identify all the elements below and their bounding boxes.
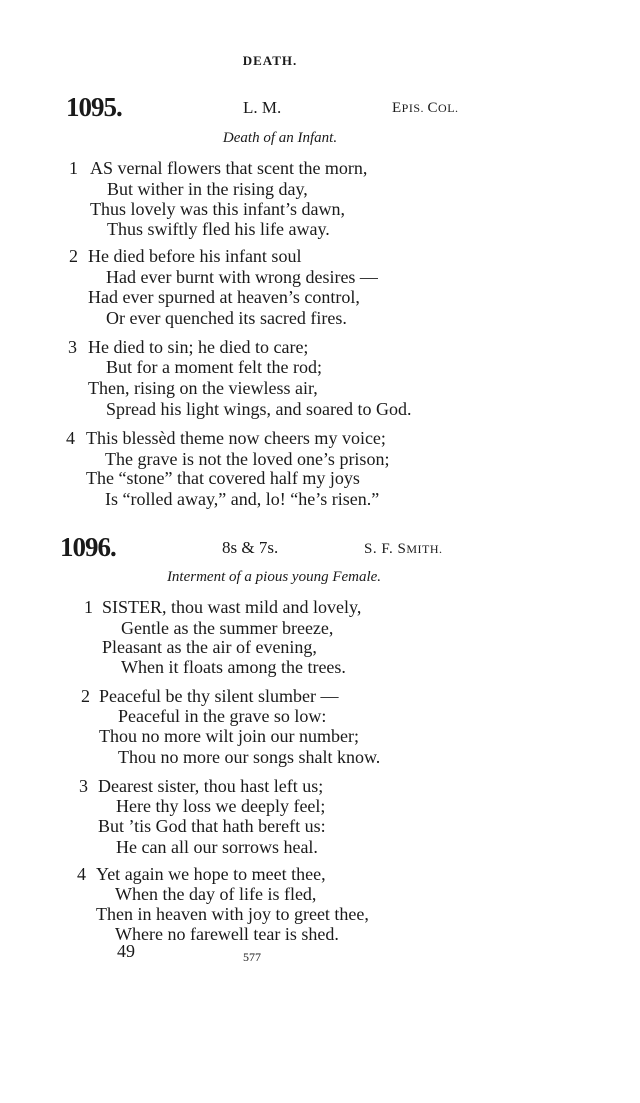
hymn-subtitle: Interment of a pious young Female.	[166, 569, 382, 585]
hymn-number: 1096.	[60, 532, 116, 562]
verse-line: Spread his light wings, and soared to God.	[106, 399, 412, 419]
hymn-number: 1095.	[66, 92, 122, 122]
hymn-meter: L. M.	[243, 98, 282, 117]
verse-line: Thou no more wilt join our number;	[99, 726, 359, 746]
verse-line: Or ever quenched its sacred fires.	[106, 308, 347, 328]
verse-line: The grave is not the loved one’s prison;	[105, 449, 390, 469]
verse-line: He can all our sorrows heal.	[116, 837, 318, 857]
stanza-number: 1	[84, 597, 93, 617]
stanza-number: 3	[68, 337, 77, 357]
verse-line: Where no farewell tear is shed.	[115, 924, 339, 944]
running-header: DEATH.	[242, 53, 298, 68]
stanza-number: 2	[69, 246, 78, 266]
verse-line: This blessèd theme now cheers my voice;	[86, 428, 386, 448]
verse-line: Yet again we hope to meet thee,	[96, 864, 326, 884]
verse-line: Had ever burnt with wrong desires —	[106, 267, 378, 287]
hymn-1096-heading	[0, 532, 640, 562]
verse-line: But for a moment felt the rod;	[106, 357, 322, 377]
signature-mark: 49	[117, 941, 135, 961]
verse-line: Dearest sister, thou hast left us;	[98, 776, 324, 796]
verse-line: Thus swiftly fled his life away.	[107, 219, 330, 239]
verse-line: Pleasant as the air of evening,	[102, 637, 317, 657]
stanza-number: 1	[69, 158, 78, 178]
verse-line: The “stone” that covered half my joys	[86, 468, 360, 488]
stanza-number: 4	[77, 864, 86, 884]
verse-line: Peaceful in the grave so low:	[118, 706, 327, 726]
page-number: 577	[243, 950, 261, 964]
hymn-author: EPIS. COL.	[392, 100, 459, 116]
verse-line: Then, rising on the viewless air,	[88, 378, 318, 398]
verse-line: When it floats among the trees.	[121, 657, 346, 677]
verse-line: Peaceful be thy silent slumber —	[99, 686, 339, 706]
stanza-number: 4	[66, 428, 75, 448]
verse-line: But wither in the rising day,	[107, 179, 308, 199]
verse-line: Gentle as the summer breeze,	[121, 618, 334, 638]
hymn-meter: 8s & 7s.	[222, 538, 279, 557]
stanza-number: 2	[81, 686, 90, 706]
verse-line: He died to sin; he died to care;	[88, 337, 309, 357]
verse-line: He died before his infant soul	[88, 246, 302, 266]
verse-line: Thus lovely was this infant’s dawn,	[90, 199, 345, 219]
verse-line: AS vernal flowers that scent the morn,	[90, 158, 368, 178]
hymn-author: S. F. SMITH.	[364, 541, 443, 557]
verse-line: Here thy loss we deeply feel;	[116, 796, 326, 816]
verse-line: When the day of life is fled,	[115, 884, 317, 904]
verse-line: Thou no more our songs shalt know.	[118, 747, 381, 767]
verse-line: Is “rolled away,” and, lo! “he’s risen.”	[105, 489, 380, 509]
hymn-1095-heading	[0, 92, 640, 122]
verse-line: But ’tis God that hath bereft us:	[98, 816, 326, 836]
hymn-subtitle: Death of an Infant.	[222, 130, 338, 146]
verse-line: SISTER, thou wast mild and lovely,	[102, 597, 362, 617]
verse-line: Then in heaven with joy to greet thee,	[96, 904, 369, 924]
stanza-number: 3	[79, 776, 88, 796]
verse-line: Had ever spurned at heaven’s control,	[88, 287, 360, 307]
